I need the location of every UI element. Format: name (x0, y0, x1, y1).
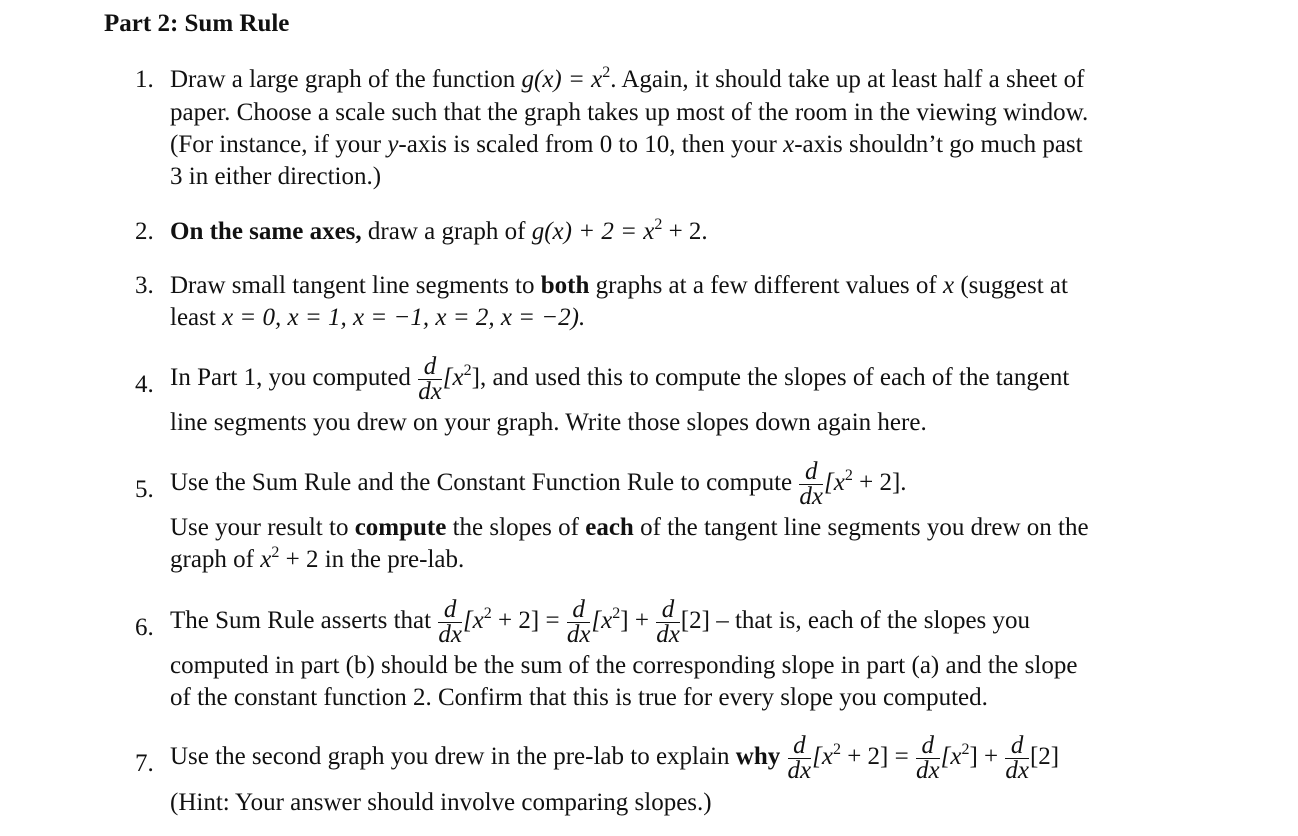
item-3-line-1: Draw small tangent line segments to both graphs at a few different values of x (suggest at (170, 272, 1068, 299)
item-7-line-2: (Hint: Your answer should involve comparing slopes.) (170, 789, 712, 816)
item-6-line-3: of the constant function 2. Confirm that this is true for every slope you computed. (170, 684, 988, 711)
item-6-line-2: computed in part (b) should be the sum of the corresponding slope in part (a) and the slope (170, 652, 1078, 679)
item-4-number: 4. (135, 371, 154, 398)
item-7-line-1: Use the second graph you drew in the pre-lab to explain why $\frac{d}{dx}$ $[x^2 + 2]$ = $\frac{d}{dx}$ $[x^2]$ + $\frac{d}{dx}$ [2] (170, 732, 1060, 784)
item-5-number: 5. (135, 476, 154, 503)
item-6-number: 6. (135, 614, 154, 641)
item-4-line-2: line segments you drew on your graph. Write those slopes down again here. (170, 409, 927, 436)
section-heading: Part 2: Sum Rule (104, 10, 290, 37)
item-7-number: 7. (135, 750, 154, 777)
item-5-line-2: Use your result to compute the slopes of each of the tangent line segments you drew on the (170, 514, 1089, 541)
derivative-operator: $\frac{d}{dx}$ (418, 353, 442, 405)
item-6-line-1: The Sum Rule asserts that $\frac{d}{dx}$ $[x^2 + 2]$ = $\frac{d}{dx}$ $[x^2]$ + $\frac{d}{dx}$ [2] – that is, each of the slopes you (170, 596, 1031, 648)
item-3-number: 3. (135, 272, 154, 299)
item-3-line-2: least x = 0, x = 1, x = −1, x = 2, x = −2). (170, 304, 586, 331)
item-2-number: 2. (135, 218, 154, 245)
item-5-line-3: graph of $x^2 + 2$ in the pre-lab. (170, 544, 465, 573)
item-1-line-1: Draw a large graph of the function $g(x) = x^2$. Again, it should take up at least half a sheet of (170, 64, 1085, 93)
item-1-line-4: 3 in either direction.) (170, 163, 382, 190)
item-1-number: 1. (135, 66, 154, 93)
item-5-line-1: Use the Sum Rule and the Constant Function Rule to compute $\frac{d}{dx}$ $[x^2 + 2]$. (170, 458, 907, 510)
item-1-line-3: (For instance, if your y-axis is scaled from 0 to 10, then your x-axis shouldn’t go much past (170, 131, 1083, 158)
item-1-line-2: paper. Choose a scale such that the graph takes up most of the room in the viewing window. (170, 99, 1089, 126)
item-4-line-1: In Part 1, you computed $\frac{d}{dx}$ $[x^2]$, and used this to compute the slopes of each of the tangent (170, 353, 1070, 405)
derivative-operator: $\frac{d}{dx}$ (799, 458, 824, 510)
item-2-line-1: On the same axes, draw a graph of $g(x) + 2 = x^2 + 2$. (170, 216, 708, 245)
